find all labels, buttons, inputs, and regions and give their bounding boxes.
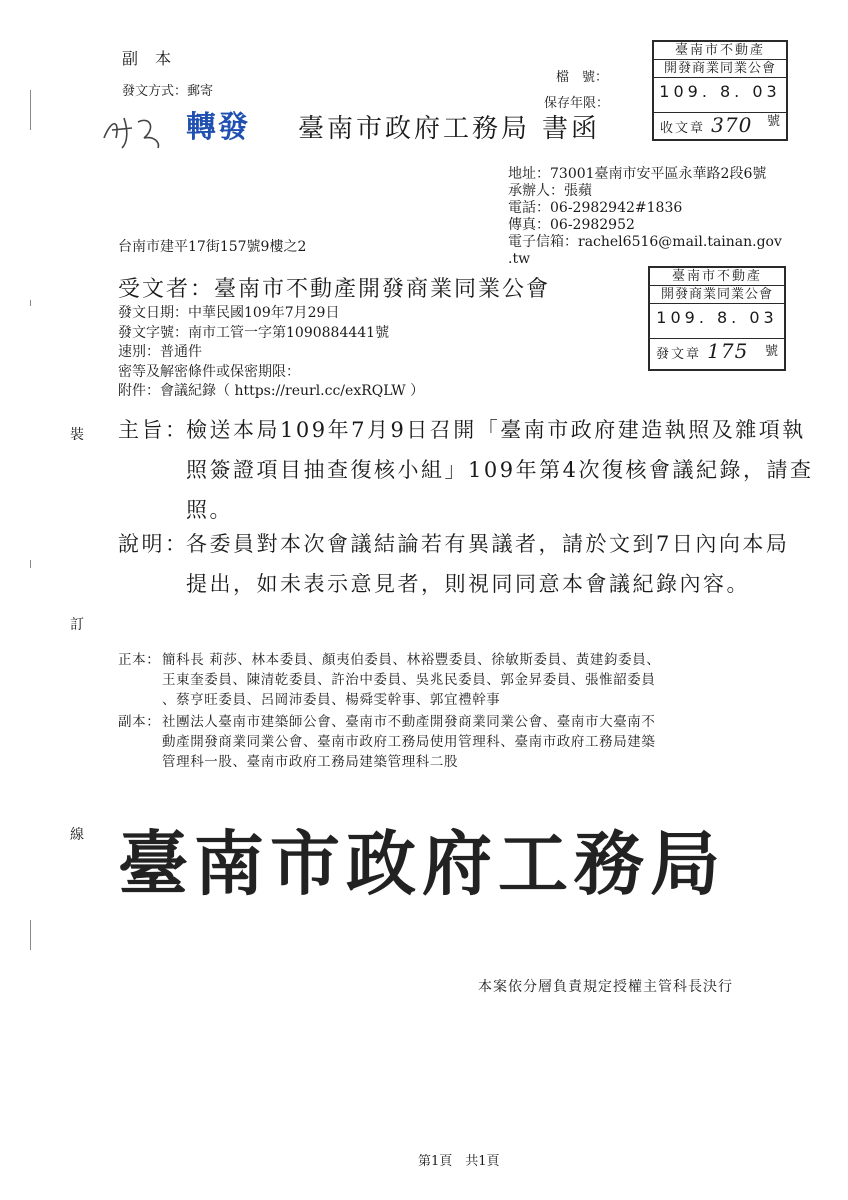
receive-stamp [652,40,788,141]
subject-line2: 照簽證項目抽查復核小組」109年第4次復核會議紀錄，請查 [186,458,814,482]
receive-stamp-suffix: 號 [766,114,782,129]
copy-label: 副 本 [122,49,178,68]
receive-stamp-date: 109. 8. 03 [654,78,786,113]
send-stamp-line1: 臺南市不動產 [650,268,784,286]
retention-label: 保存年限： [544,96,610,111]
cc-main-label: 正本： [118,652,161,668]
binding-mark-xian: 線 [70,827,84,843]
send-stamp-suffix: 號 [764,344,780,359]
secrecy: 密等及解密條件或保密期限： [118,363,300,380]
cc-copy-label: 副本： [118,714,161,730]
agency-title: 臺南市政府工務局 [298,114,531,144]
contact-address: 地址：73001臺南市安平區永華路2段6號 [508,166,767,182]
contact-phone: 電話：06-2982942#1836 [508,200,683,216]
cc-copy-line2: 動產開發商業同業公會、臺南市政府工務局使用管理科、臺南市政府工務局建築 [162,734,656,750]
send-stamp-label: 發文章 [656,347,702,362]
binding-mark-zhuang: 裝 [70,427,84,443]
contact-email: 電子信箱：rachel6516@mail.tainan.gov [508,234,782,250]
binding-mark-ding: 訂 [70,617,84,633]
send-stamp-line2: 開發商業同業公會 [650,286,784,304]
subject-line3: 照。 [186,498,233,522]
attachment: 附件：會議紀錄（ https://reurl.cc/exRQLW ） [118,383,425,399]
issue-no: 發文字號：南市工管一字第1090884441號 [118,324,390,341]
send-stamp-number: 175 [707,339,749,363]
doc-type: 書函 [542,114,601,144]
subject-label: 主旨： [118,418,189,442]
recipient-address: 台南市建平17街157號9樓之2 [118,239,307,255]
handwritten-initials [98,108,170,152]
receive-stamp-line2: 開發商業同業公會 [654,60,786,78]
explanation-line1: 各委員對本次會議結論若有異議者，請於文到7日內向本局 [186,532,790,556]
cc-copy-line3: 管理科一股、臺南市政府工務局建築管理科二股 [162,754,459,770]
subject-line1: 檢送本局109年7月9日召開「臺南市政府建造執照及雜項執 [186,418,806,442]
receive-stamp-line1: 臺南市不動產 [654,42,786,60]
contact-email-cont: .tw [508,251,531,267]
page-footer: 第1頁 共1頁 [418,1154,500,1169]
explanation-label: 說明： [118,532,189,556]
send-stamp-date: 109. 8. 03 [650,304,784,339]
explanation-line2: 提出，如未表示意見者，則視同同意本會議紀錄內容。 [186,572,750,596]
send-stamp [648,266,786,371]
speed: 速別：普通件 [118,344,202,360]
forward-mark: 轉發 [186,110,250,145]
recipient: 受文者：臺南市不動產開發商業同業公會 [118,277,551,302]
receive-stamp-number: 370 [711,113,753,137]
receive-stamp-label: 收文章 [660,121,706,136]
agency-seal: 臺南市政府工務局 [118,823,726,905]
contact-handler: 承辦人：張蘋 [508,183,592,199]
authorization-note: 本案依分層負責規定授權主管科長決行 [478,979,733,995]
cc-copy-line1: 社團法人臺南市建築師公會、臺南市不動產開發商業同業公會、臺南市大臺南不 [162,714,656,730]
cc-main-line2: 王東奎委員、陳清乾委員、許治中委員、吳兆民委員、郭金昇委員、張惟韶委員 [162,672,656,688]
issue-date: 發文日期：中華民國109年7月29日 [118,305,340,321]
delivery-method: 發文方式：郵寄 [122,84,214,99]
cc-main-line3: 、蔡亨旺委員、呂岡沛委員、楊舜雯幹事、郭宜禮幹事 [162,692,501,708]
file-no-label: 檔 號： [556,70,609,85]
cc-main-line1: 簡科長 莉莎、林本委員、顏夷伯委員、林裕豐委員、徐敏斯委員、黃建鈞委員、 [162,652,661,668]
contact-fax: 傳真：06-2982952 [508,217,635,233]
